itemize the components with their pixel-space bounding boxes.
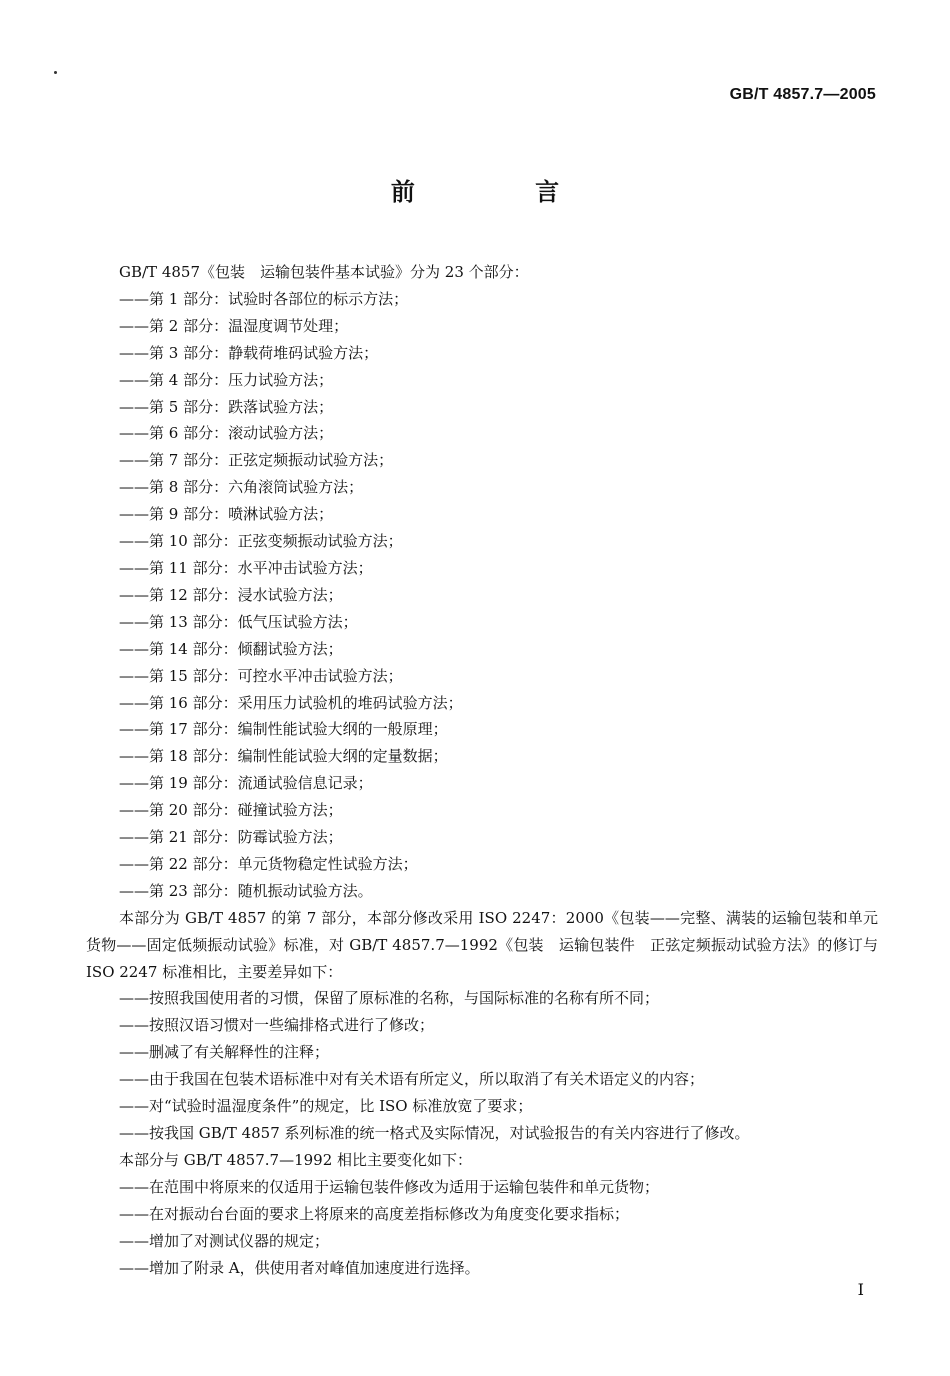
list-item: ——第 20 部分：碰撞试验方法； [119,801,343,820]
list-item: ——第 23 部分：随机振动试验方法。 [119,881,373,900]
foreword-body [86,259,878,1281]
list-item: ——按我国 GB/T 4857 系列标准的统一格式及实际情况，对试验报告的有关内容进行了修改。 [119,1124,750,1142]
standard-code: GB/T 4857.7—2005 [729,86,876,103]
list-item: ——第 8 部分：六角滚筒试验方法； [119,478,364,497]
list-item: ——按照汉语习惯对一些编排格式进行了修改； [119,1016,435,1035]
list-item: ——第 17 部分：编制性能试验大纲的一般原理； [119,720,448,739]
page-number: I [857,1280,864,1299]
list-item: ——第 4 部分：压力试验方法； [119,370,334,389]
parts-list [86,286,878,905]
list-item: ——第 9 部分：喷淋试验方法； [119,505,334,524]
list-item: ——在范围中将原来的仅适用于运输包装件修改为适用于运输包装件和单元货物； [119,1177,660,1196]
list-item: ——第 11 部分：水平冲击试验方法； [119,558,373,577]
list-item: ——第 14 部分：倾翻试验方法； [119,639,343,658]
list-item: ——在对振动台台面的要求上将原来的高度差指标修改为角度变化要求指标； [119,1204,630,1223]
list-item: ——第 5 部分：跌落试验方法； [119,397,334,416]
list-item: ——增加了附录 A，供使用者对峰值加速度进行选择。 [119,1258,480,1277]
list-item: ——对“试验时温湿度条件”的规定，比 ISO 标准放宽了要求； [119,1097,533,1116]
list-item: ——第 7 部分：正弦定频振动试验方法； [119,451,394,470]
list-item: ——删减了有关解释性的注释； [119,1043,330,1062]
list-item: ——第 13 部分：低气压试验方法； [119,612,358,631]
changes-intro: 本部分与 GB/T 4857.7—1992 相比主要变化如下： [119,1150,473,1169]
adoption-paragraph: 本部分为 GB/T 4857 的第 7 部分，本部分修改采用 ISO 2247：2000《包装——完整、满装的运输包装和单元货物——固定低频振动试验》标准，对 GB/T 4857.7—1992《包装 运输包装件 正弦定频振动试验方法》的修订与 ISO 2247 标准相比，主要差异如下： [86,908,878,981]
iso-differences-list [86,985,878,1146]
scan-speck [54,71,57,74]
intro-paragraph: GB/T 4857《包装 运输包装件基本试验》分为 23 个部分： [119,263,529,281]
list-item: ——按照我国使用者的习惯，保留了原标准的名称，与国际标准的名称有所不同； [119,989,660,1008]
list-item: ——第 10 部分：正弦变频振动试验方法； [119,532,403,551]
list-item: ——第 22 部分：单元货物稳定性试验方法； [119,854,418,873]
list-item: ——第 16 部分：采用压力试验机的堆码试验方法； [119,693,463,712]
list-item: ——第 3 部分：静载荷堆码试验方法； [119,343,379,362]
list-item: ——第 18 部分：编制性能试验大纲的定量数据； [119,747,448,766]
list-item: ——第 21 部分：防霉试验方法； [119,828,343,847]
page-title: 前 言 [390,178,616,206]
list-item: ——第 6 部分：滚动试验方法； [119,424,334,443]
list-item: ——第 12 部分：浸水试验方法； [119,585,343,604]
list-item: ——第 2 部分：温湿度调节处理； [119,316,349,335]
list-item: ——增加了对测试仪器的规定； [119,1231,330,1250]
list-item: ——第 19 部分：流通试验信息记录； [119,774,373,793]
list-item: ——第 15 部分：可控水平冲击试验方法； [119,666,403,685]
list-item: ——由于我国在包装术语标准中对有关术语有所定义，所以取消了有关术语定义的内容； [119,1070,705,1089]
list-item: ——第 1 部分：试验时各部位的标示方法； [119,289,409,308]
changes-list [86,1174,878,1282]
